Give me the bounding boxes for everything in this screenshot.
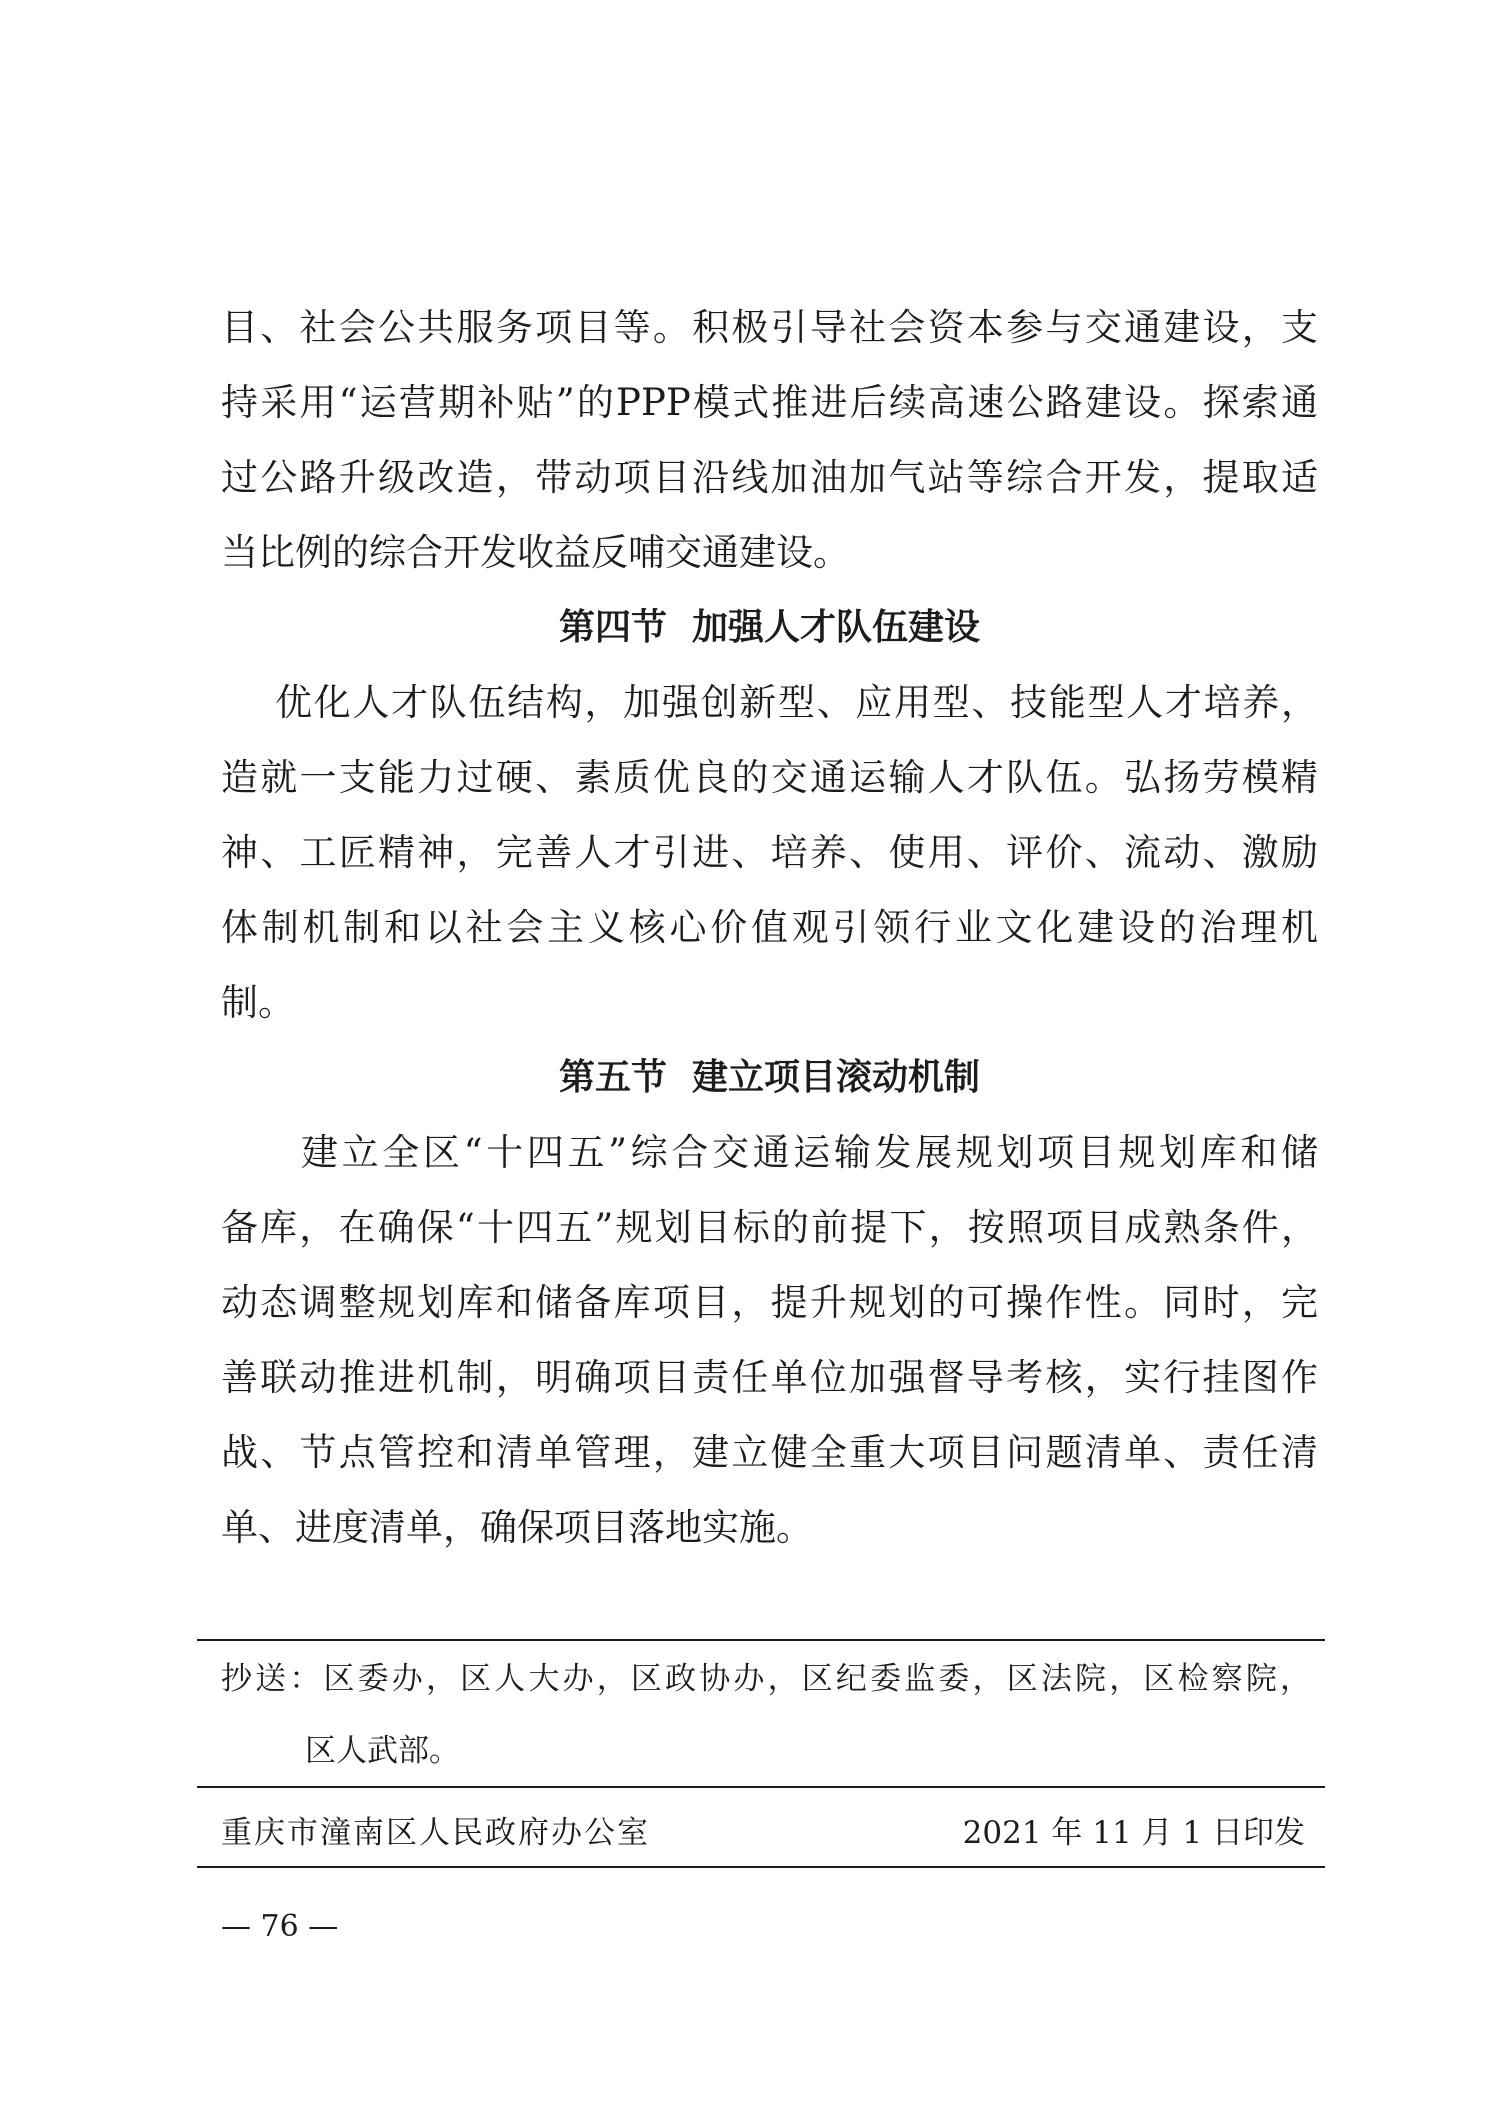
cc-list [221, 1643, 1311, 1787]
body-text-line: 当比例的综合开发收益反哺交通建设。 [221, 531, 850, 574]
cc-line: 区人武部。 [305, 1733, 460, 1769]
section-text-line: 动态调整规划库和储备库项目，提升规划的可操作性。同时，完 [221, 1281, 1318, 1324]
cc-bottom-rule [197, 1786, 1325, 1788]
page-number: — 76 — [221, 1909, 339, 1944]
section-text-line: 战、节点管控和清单管理，建立健全重大项目问题清单、责任清 [221, 1431, 1318, 1474]
section-text-line: 造就一支能力过硬、素质优良的交通运输人才队伍。弘扬劳模精 [221, 756, 1318, 799]
cc-top-rule [197, 1639, 1325, 1641]
body-text [221, 290, 1318, 1565]
footer-bottom-rule [197, 1866, 1325, 1868]
section-text-line: 备库，在确保“十四五”规划目标的前提下，按照项目成熟条件， [221, 1206, 1318, 1249]
issue-date: 2021 年 11 月 1 日印发 [962, 1815, 1305, 1851]
section-text-line: 单、进度清单，确保项目落地实施。 [221, 1506, 813, 1549]
section-text-line: 神、工匠精神，完善人才引进、培养、使用、评价、流动、激励 [221, 831, 1318, 874]
cc-line [221, 1643, 1311, 1715]
section-text-line: 建立全区“十四五”综合交通运输发展规划项目规划库和储 [301, 1131, 1318, 1174]
section-heading: 第四节 加强人才队伍建设 [558, 607, 981, 648]
issuer: 重庆市潼南区人民政府办公室 [221, 1815, 650, 1851]
section-text-line: 优化人才队伍结构，加强创新型、应用型、技能型人才培养， [275, 681, 1318, 724]
section-text-line: 制。 [221, 981, 295, 1024]
section-text-line: 体制机制和以社会主义核心价值观引领行业文化建设的治理机 [221, 906, 1318, 949]
body-text-line: 过公路升级改造，带动项目沿线加油加气站等综合开发，提取适 [221, 456, 1318, 499]
body-text-line: 目、社会公共服务项目等。积极引导社会资本参与交通建设，支 [221, 306, 1318, 349]
cc-recipients: 区委办，区人大办，区政协办，区纪委监委，区法院，区检察院， [323, 1661, 1311, 1697]
section-text-line: 善联动推进机制，明确项目责任单位加强督导考核，实行挂图作 [221, 1356, 1318, 1399]
cc-label: 抄送： [221, 1661, 324, 1697]
section-heading: 第五节 建立项目滚动机制 [558, 1057, 981, 1098]
body-text-line: 持采用“运营期补贴”的PPP模式推进后续高速公路建设。探索通 [221, 381, 1318, 424]
